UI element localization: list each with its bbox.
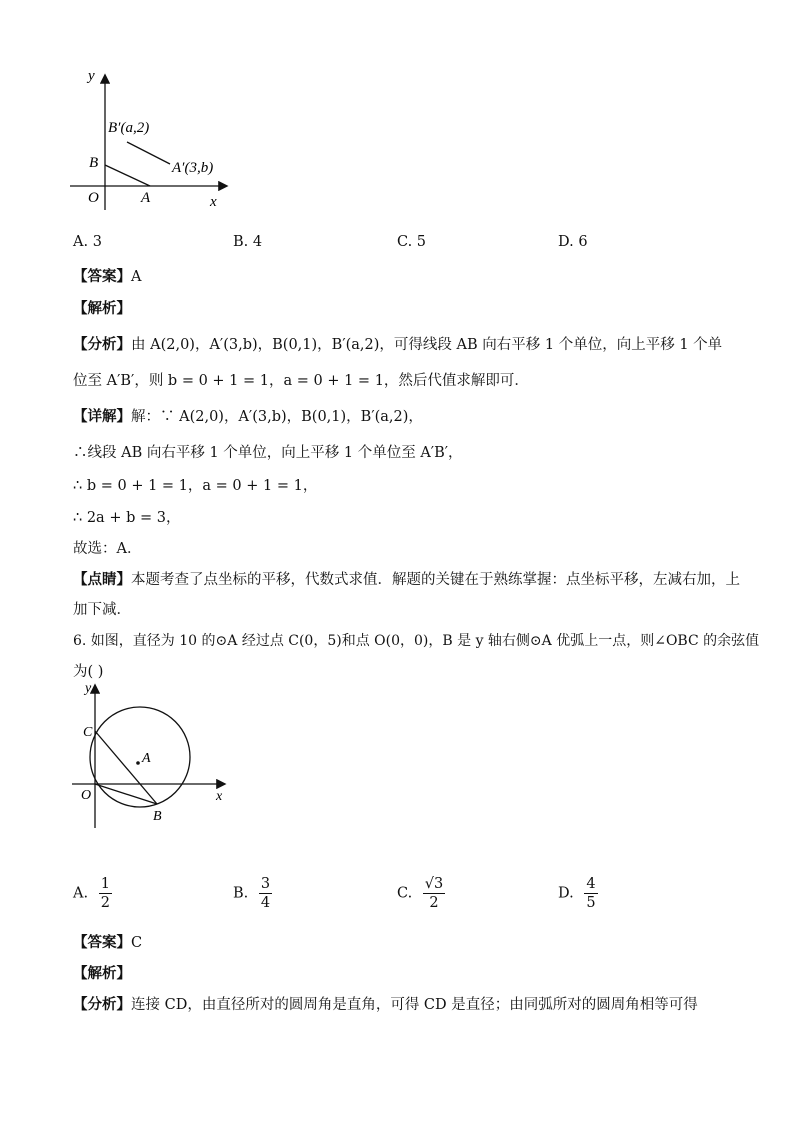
option-value: 3 — [92, 234, 102, 250]
fraction — [584, 875, 597, 912]
fenxi-text: 连接 CD，由直径所对的圆周角是直角，可得 CD 是直径；由同弧所对的圆周角相等可得 — [131, 997, 698, 1013]
q5-detail-line1 — [73, 405, 423, 426]
y-axis-label: y — [85, 681, 92, 696]
q5-fenxi-line2: 位至 A′B′，则 b = 0 + 1 = 1，a = 0 + 1 = 1，然后代值求解即可． — [73, 373, 529, 389]
answer-tag: 【答案】 — [73, 268, 131, 285]
option-letter: D. — [558, 885, 574, 902]
center-point-a — [136, 761, 140, 765]
option-letter: B. — [233, 885, 249, 902]
q5-option-c[interactable] — [397, 234, 426, 250]
q6-option-a[interactable] — [73, 875, 112, 912]
q5-option-d[interactable] — [558, 234, 588, 250]
q5-option-b[interactable] — [233, 234, 262, 250]
origin-label: O — [88, 190, 99, 206]
option-value: 4 — [252, 234, 263, 250]
circle-figure — [60, 676, 240, 836]
x-axis-label: x — [210, 194, 217, 210]
q5-detail-line2: ∴线段 AB 向右平移 1 个单位，向上平移 1 个单位至 A′B′， — [73, 445, 463, 461]
translation-figure — [60, 60, 250, 220]
numerator: √3 — [424, 876, 444, 892]
q6-option-d[interactable] — [558, 875, 598, 912]
option-letter: B. — [233, 234, 249, 250]
q6-option-c[interactable] — [397, 875, 445, 912]
q6-stem-line1: 6. 如图，直径为 10 的⊙A 经过点 C(0，5)和点 O(0，0)，B 是 y 轴右侧⊙A 优弧上一点，则∠OBC 的余弦值 — [73, 633, 760, 649]
fraction — [259, 875, 272, 912]
q5-option-a[interactable] — [73, 234, 102, 250]
point-a-label: A — [142, 751, 151, 766]
answer-tag: 【答案】 — [73, 934, 131, 951]
denominator: 2 — [100, 895, 110, 911]
detail-tag: 【详解】 — [73, 408, 131, 425]
denominator: 5 — [586, 895, 596, 911]
numerator: 4 — [586, 876, 596, 892]
point-b-label: B — [89, 155, 99, 171]
fenxi-text: 由 A(2,0)，A′(3,b)，B(0,1)，B′(a,2)，可得线段 AB 向右平移 1 个单位，向上平移 1 个单 — [131, 337, 723, 353]
denominator: 2 — [429, 895, 439, 911]
segment-ab — [105, 165, 150, 186]
q6-answer — [73, 931, 142, 952]
point-a-prime-label: A′(3,b) — [172, 160, 214, 176]
q6-option-b[interactable] — [233, 875, 272, 912]
q6-analysis-tag: 【解析】 — [73, 965, 131, 982]
detail-text: 解：∵ A(2,0)，A′(3,b)，B(0,1)，B′(a,2)， — [131, 409, 423, 425]
q5-dianjing-line2: 加下减． — [73, 602, 131, 618]
fraction — [99, 875, 112, 912]
q5-fenxi-line1 — [73, 333, 722, 354]
denominator: 4 — [260, 895, 271, 911]
fraction — [423, 875, 445, 912]
q6-fenxi-line1 — [73, 993, 698, 1014]
segment-cb — [95, 731, 157, 804]
q5-analysis-tag: 【解析】 — [73, 300, 131, 317]
y-axis-label: y — [88, 68, 95, 84]
q6-stem-line2: 为( ) — [73, 664, 104, 680]
option-letter: D. — [558, 234, 574, 250]
fenxi-tag: 【分析】 — [73, 996, 131, 1013]
point-c-label: C — [83, 725, 93, 740]
circle-a — [90, 707, 190, 807]
option-letter: A. — [73, 234, 89, 250]
option-letter: A. — [73, 885, 89, 902]
option-letter: C. — [397, 885, 413, 902]
point-b-prime-label: B′(a,2) — [108, 120, 150, 136]
option-letter: C. — [397, 234, 413, 250]
segment-a-prime-b-prime — [127, 142, 170, 164]
q5-detail-line4: ∴ 2a + b = 3， — [73, 510, 181, 526]
x-axis-label: x — [216, 789, 223, 804]
point-b-label: B — [153, 809, 162, 824]
origin-label: O — [81, 788, 92, 803]
q5-dianjing-line1 — [73, 568, 740, 589]
fenxi-tag: 【分析】 — [73, 336, 131, 353]
q5-detail-line3: ∴ b = 0 + 1 = 1，a = 0 + 1 = 1， — [73, 478, 318, 494]
point-a-label: A — [141, 190, 151, 206]
option-value: 6 — [578, 234, 588, 250]
dianjing-tag: 【点睛】 — [73, 571, 131, 588]
q5-detail-line5: 故选：A． — [73, 541, 142, 557]
answer-value: C — [131, 935, 143, 951]
numerator: 3 — [260, 876, 271, 892]
numerator: 1 — [100, 876, 110, 892]
answer-value: A — [131, 269, 142, 285]
option-value: 5 — [416, 234, 427, 250]
dianjing-text: 本题考查了点坐标的平移，代数式求值．解题的关键在于熟练掌握：点坐标平移，左减右加，上 — [131, 572, 740, 588]
q5-answer — [73, 265, 141, 286]
